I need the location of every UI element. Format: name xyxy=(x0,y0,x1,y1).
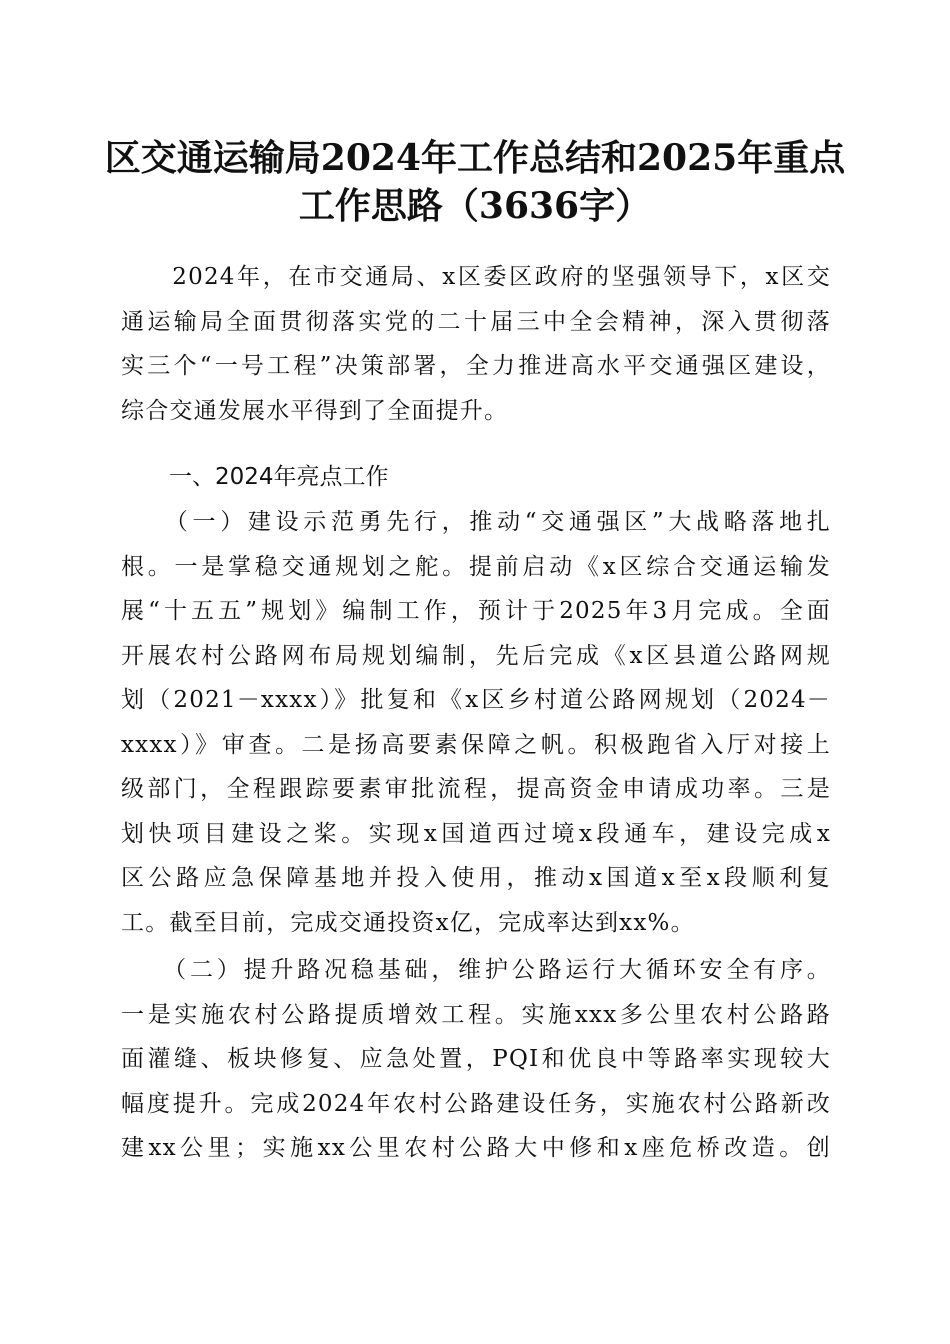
paragraph-line: 建xx公里；实施xx公里农村公路大中修和x座危桥改造。创 xyxy=(121,1135,831,1161)
paragraph-line: 级部门，全程跟踪要素审批流程，提高资金申请成功率。三是 xyxy=(121,776,831,802)
paragraph-line: 综合交通发展水平得到了全面提升。 xyxy=(121,397,509,424)
paragraph-line: 实三个“一号工程”决策部署，全力推进高水平交通强区建设， xyxy=(121,353,831,379)
section-heading: 一、2024年亮点工作 xyxy=(169,464,389,490)
paragraph-line: 区公路应急保障基地并投入使用，推动x国道x至x段顺利复 xyxy=(121,865,831,891)
paragraph-line: 工。截至目前，完成交通投资x亿，完成率达到xx%。 xyxy=(121,909,695,936)
paragraph-line: （一）建设示范勇先行，推动“交通强区”大战略落地扎 xyxy=(121,509,831,535)
paragraph-line: 开展农村公路网布局规划编制，先后完成《x区县道公路网规 xyxy=(121,642,831,669)
paragraph-line: 一是实施农村公路提质增效工程。实施xxx多公里农村公路路 xyxy=(121,1001,831,1028)
paragraph-line: 面灌缝、板块修复、应急处置，PQI和优良中等路率实现较大 xyxy=(121,1046,831,1072)
paragraph-intro xyxy=(121,255,831,433)
document-title-line-2: 工作思路（3636字） xyxy=(298,185,652,227)
document-title-line-1: 区交通运输局2024年工作总结和2025年重点 xyxy=(104,137,846,179)
paragraph-section-1 xyxy=(121,500,831,945)
paragraph-section-2 xyxy=(121,948,831,1171)
paragraph-line: （二）提升路况稳基础，维护公路运行大循环安全有序。 xyxy=(121,957,831,983)
paragraph-line: xxxx）》审查。二是扬高要素保障之帆。积极跑省入厅对接上 xyxy=(121,731,831,758)
paragraph-line: 通运输局全面贯彻落实党的二十届三中全会精神，深入贯彻落 xyxy=(121,308,831,335)
paragraph-line: 根。一是掌稳交通规划之舵。提前启动《x区综合交通运输发 xyxy=(121,553,831,580)
paragraph-line: 划快项目建设之桨。实现x国道西过境x段通车，建设完成x xyxy=(121,820,831,847)
paragraph-line: 展“十五五”规划》编制工作，预计于2025年3月完成。全面 xyxy=(121,598,831,624)
paragraph-line: 2024年，在市交通局、x区委区政府的坚强领导下，x区交 xyxy=(121,264,831,290)
paragraph-line: 划（2021－xxxx）》批复和《x区乡村道公路网规划（2024－ xyxy=(121,687,831,713)
paragraph-line: 幅度提升。完成2024年农村公路建设任务，实施农村公路新改 xyxy=(121,1090,831,1117)
